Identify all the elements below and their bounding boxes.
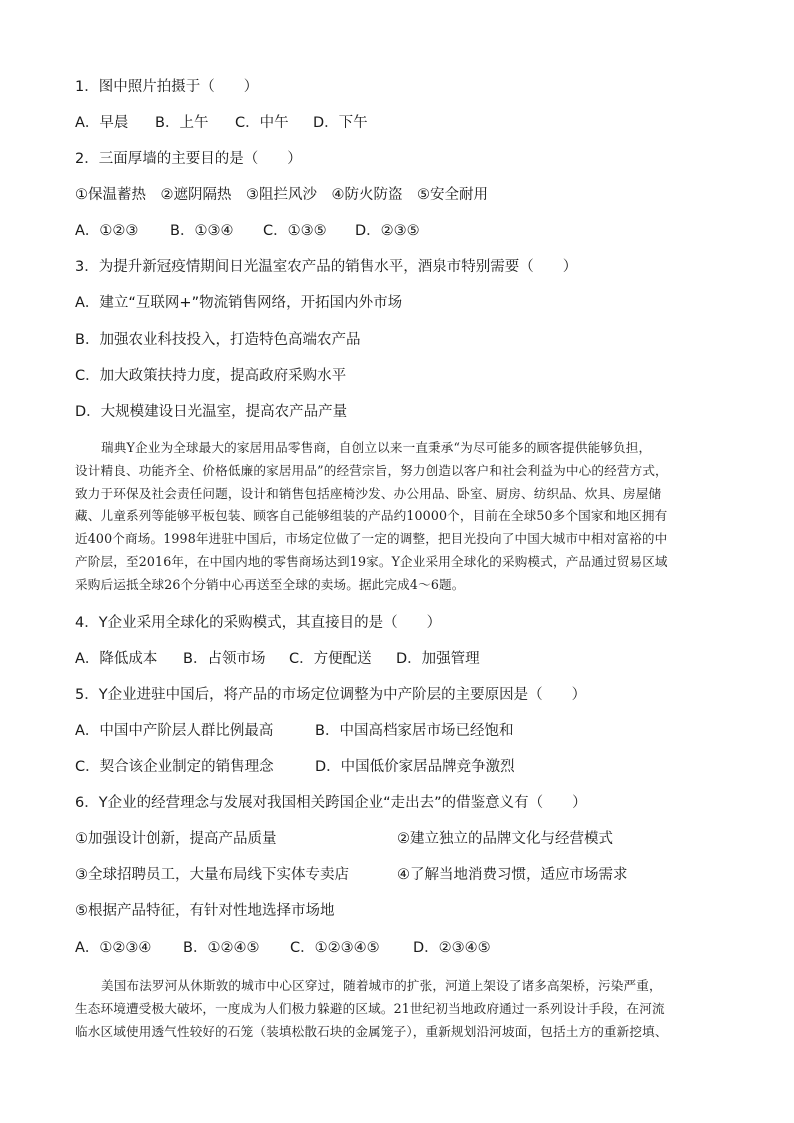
- q1-option-a: A．早晨: [75, 115, 129, 131]
- q1-option-b: B．上午: [155, 115, 209, 131]
- q1-option-d: D．下午: [313, 115, 368, 131]
- q6-option-b: B．①②④⑤: [183, 940, 260, 956]
- q4-option-c: C．方便配送: [289, 651, 372, 667]
- q5-option-d: D．中国低价家居品牌竞争激烈: [315, 759, 515, 775]
- q6-item-3: ③全球招聘员工，大量布局线下实体专卖店: [75, 867, 349, 883]
- passage1-line-3: 致力于环保及社会责任问题，设计和销售包括座椅沙发、办公用品、卧室、厨房、纺织品、炊具、房屋储: [75, 485, 662, 501]
- q3-option-d: D．大规模建设日光温室，提高农产品产量: [75, 404, 348, 420]
- q2-option-b: B．①③④: [170, 223, 234, 239]
- q2-items: ①保温蓄热 ②遮阴隔热 ③阻拦风沙 ④防火防盗 ⑤安全耐用: [75, 187, 488, 203]
- q1-stem: 1．图中照片拍摄于（ ）: [75, 79, 259, 95]
- q5-stem: 5．Y企业进驻中国后，将产品的市场定位调整为中产阶层的主要原因是（ ）: [75, 687, 587, 703]
- q4-option-a: A．降低成本: [75, 651, 158, 667]
- passage2-line-1: 美国布法罗河从休斯敦的城市中心区穿过，随着城市的扩张，河道上架设了诸多高架桥，污染严重，: [101, 978, 662, 993]
- q4-option-b: B．占领市场: [183, 651, 266, 667]
- passage1-line-4: 藏、儿童系列等能够平板包装、顾客自己能够组装的产品约10000个，目前在全球50多个国家和地区拥有: [75, 508, 668, 524]
- passage1-line-1: 瑞典Y企业为全球最大的家居用品零售商，自创立以来一直秉承“为尽可能多的顾客提供能够负担，: [101, 440, 652, 455]
- passage1-line-7: 采购后运抵全球26个分销中心再送至全球的卖场。据此完成4～6题。: [75, 576, 465, 592]
- q6-item-4: ④了解当地消费习惯，适应市场需求: [397, 867, 628, 883]
- passage1-line-6: 产阶层，至2016年，在中国内地的零售商场达到19家。Y企业采用全球化的采购模式，产品通过贸易区域: [75, 553, 668, 569]
- q2-option-c: C．①③⑤: [263, 223, 327, 239]
- passage2-line-2: 生态环境遭受极大破坏，一度成为人们极力躲避的区域。21世纪初当地政府通过一系列设计手段，在河流: [75, 1000, 665, 1016]
- passage1-line-5: 近400个商场。1998年进驻中国后，市场定位做了一定的调整，把目光投向了中国大城市中相对富裕的中: [75, 531, 668, 547]
- reading-passage-buffalo-river: [75, 975, 735, 1043]
- q6-item-5: ⑤根据产品特征，有针对性地选择市场地: [75, 903, 335, 919]
- q2-option-a: A．①②③: [75, 223, 139, 239]
- q6-stem: 6．Y企业的经营理念与发展对我国相关跨国企业“走出去”的借鉴意义有（ ）: [75, 795, 587, 811]
- q2-stem: 2．三面厚墙的主要目的是（ ）: [75, 151, 302, 167]
- q5-option-b: B．中国高档家居市场已经饱和: [315, 723, 514, 739]
- q5-option-c: C．契合该企业制定的销售理念: [75, 759, 274, 775]
- q1-option-c: C．中午: [235, 115, 289, 131]
- q3-option-b: B．加强农业科技投入，打造特色高端农产品: [75, 332, 361, 348]
- q4-option-d: D．加强管理: [396, 651, 480, 667]
- q5-option-a: A．中国中产阶层人群比例最高: [75, 723, 274, 739]
- reading-passage-y-enterprise: [75, 437, 735, 597]
- passage2-line-3: 临水区域使用透气性较好的石笼（装填松散石块的金属笼子），重新规划沿河坡面，包括土方的重新挖填、: [75, 1023, 668, 1039]
- q6-option-a: A．①②③④: [75, 940, 152, 956]
- q3-stem: 3．为提升新冠疫情期间日光温室农产品的销售水平，酒泉市特别需要（ ）: [75, 259, 578, 275]
- q6-option-c: C．①②③④⑤: [290, 940, 380, 956]
- q6-item-2: ②建立独立的品牌文化与经营模式: [397, 831, 613, 847]
- q6-option-d: D．②③④⑤: [413, 940, 491, 956]
- q2-option-d: D．②③⑤: [355, 223, 420, 239]
- passage1-line-2: 设计精良、功能齐全、价格低廉的家居用品”的经营宗旨，努力创造以客户和社会利益为中心的经营方式，: [75, 462, 668, 478]
- q3-option-a: A．建立“互联网+”物流销售网络，开拓国内外市场: [75, 295, 403, 311]
- q3-option-c: C．加大政策扶持力度，提高政府采购水平: [75, 368, 347, 384]
- q4-stem: 4．Y企业采用全球化的采购模式，其直接目的是（ ）: [75, 615, 442, 631]
- q6-item-1: ①加强设计创新，提高产品质量: [75, 831, 277, 847]
